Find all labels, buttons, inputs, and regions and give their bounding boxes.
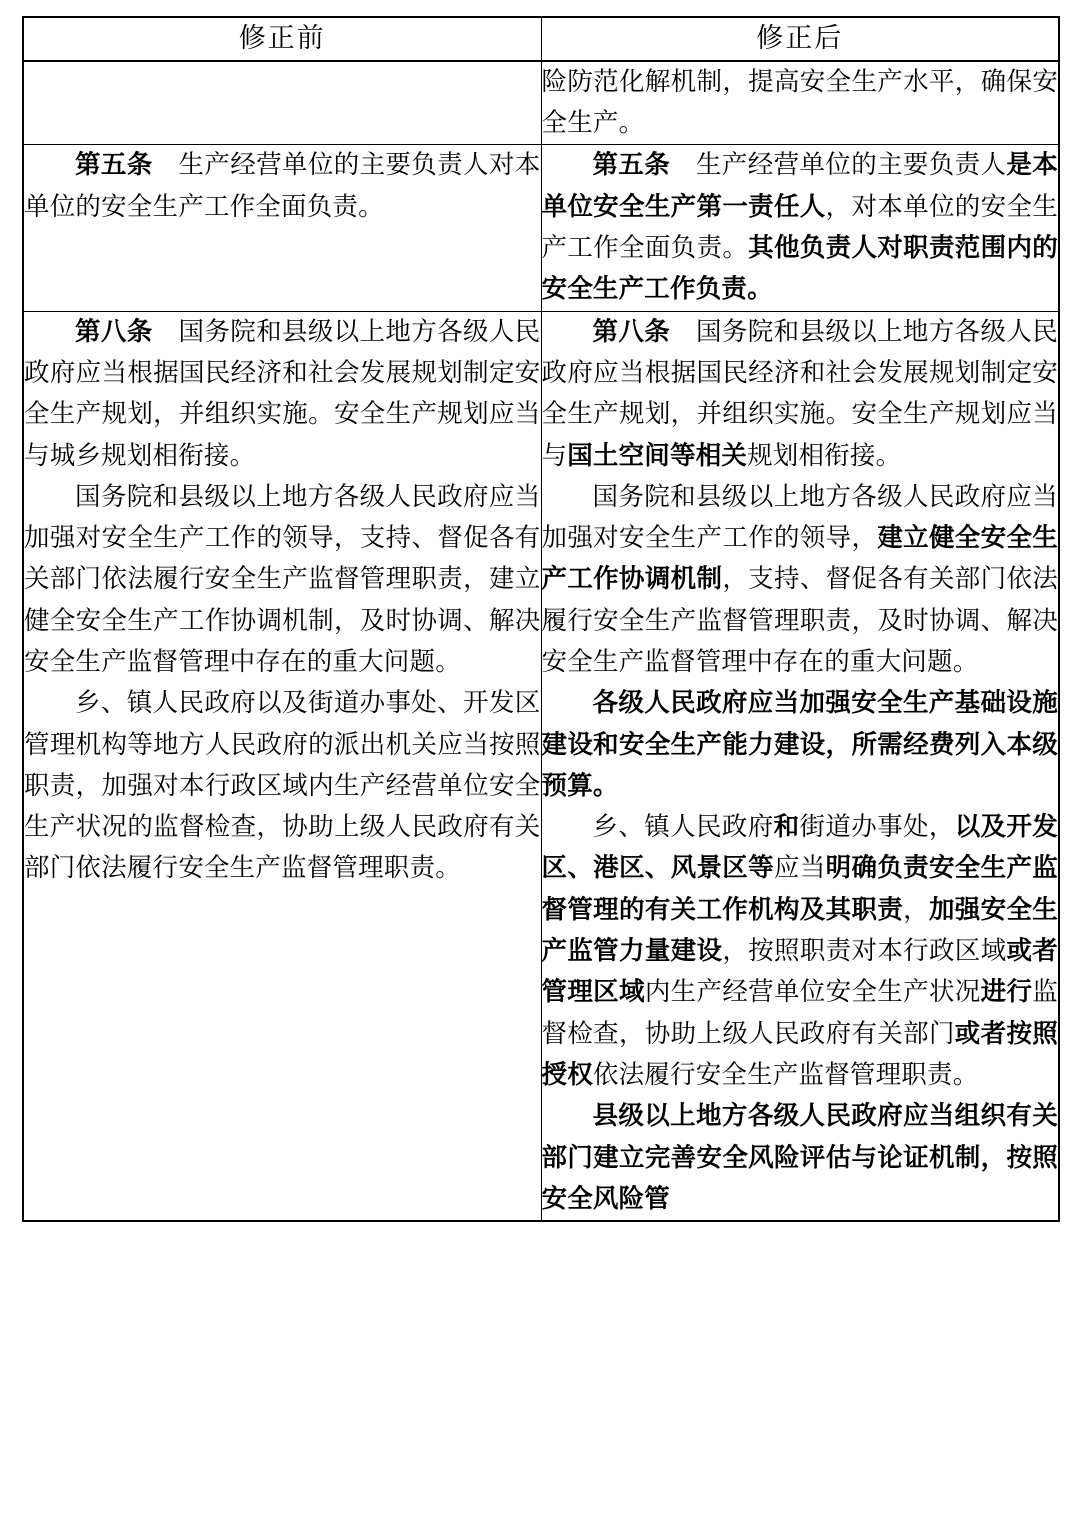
paragraph — [542, 683, 1059, 807]
cell-before — [23, 145, 541, 311]
body-text: ， — [903, 894, 929, 925]
body-text: 依法履行安全生产监督管理职责。 — [592, 1059, 979, 1090]
body-text: 国务院和县级以上地方各级人民政府应当根据国民经济和社会发展规划制定安全生产规划，并组织实施。安全生产规划应当与 — [541, 316, 1058, 471]
body-text: 内生产经营单位安全生产状况 — [644, 977, 981, 1008]
body-text: 规划相衔接。 — [747, 440, 902, 471]
body-text: 国务院和县级以上地方各级人民政府应当加强对安全生产工作的领导，支持、督促各有关部门依法履行安全生产监督管理职责，建立健全安全生产工作协调机制，及时协调、解决安全生产监督管理中存在的重大问题。 — [24, 481, 541, 677]
body-text: 监督检查，协助上级人民政府有关部门 — [541, 977, 1058, 1049]
body-text: 应当 — [773, 853, 826, 884]
amended-text: 或者管理区域 — [541, 936, 1058, 1008]
amended-text: 各级人民政府应当加强安全生产基础设施建设和安全生产能力建设，所需经费列入本级预算。 — [541, 688, 1058, 801]
paragraph — [24, 145, 541, 228]
body-text: 乡、镇人民政府 — [592, 812, 774, 843]
paragraph — [24, 312, 541, 477]
amended-text: 加强安全生产监管力量建设 — [541, 894, 1058, 967]
table-header-row — [23, 17, 1059, 61]
paragraph — [542, 477, 1059, 683]
table-row — [23, 145, 1059, 311]
table-body — [23, 61, 1059, 1221]
amended-text: 第五条 — [592, 150, 671, 181]
body-text: 国务院和县级以上地方各级人民政府应当根据国民经济和社会发展规划制定安全生产规划，并组织实施。安全生产规划应当与城乡规划相衔接。 — [24, 316, 541, 471]
table-row — [23, 311, 1059, 1221]
amended-text: 明确负责安全生产监督管理的有关工作机构及其职责 — [541, 853, 1058, 925]
amended-text: 国土空间等相关 — [567, 440, 748, 471]
amended-text: 是本单位安全生产第一责任人 — [541, 150, 1058, 222]
amended-text: 县级以上地方各级人民政府应当组织有关部门建立完善安全风险评估与论证机制，按照安全风险管 — [541, 1101, 1058, 1214]
body-text: 险防范化解机制，提高安全生产水平，确保安全生产。 — [541, 66, 1058, 139]
amended-text: 以及开发区、港区、风景区等 — [541, 812, 1058, 884]
body-text: 乡、镇人民政府以及街道办事处、开发区管理机构等地方人民政府的派出机关应当按照职责，加强对本行政区域内生产经营单位安全生产状况的监督检查，协助上级人民政府有关部门依法履行安全生产监督管理职责。 — [24, 688, 541, 884]
paragraph — [24, 477, 541, 683]
body-text: 国务院和县级以上地方各级人民政府应当加强对安全生产工作的领导， — [541, 481, 1058, 554]
cell-before — [23, 311, 541, 1221]
column-header-before: 修正前 — [23, 17, 541, 61]
paragraph — [542, 62, 1059, 145]
amended-text: 建立健全安全生产工作协调机制 — [541, 523, 1058, 595]
body-text: 街道办事处， — [799, 812, 955, 843]
amended-text: 和 — [773, 812, 800, 843]
amended-text: 或者按照授权 — [541, 1018, 1058, 1090]
comparison-table — [22, 16, 1060, 1222]
amended-text: 第八条 — [592, 316, 671, 347]
empty-cell — [24, 62, 541, 63]
amended-text: 第五条 — [75, 150, 153, 181]
body-text: 生产经营单位的主要负责人对本单位的安全生产工作全面负责。 — [24, 150, 541, 222]
amended-text: 第八条 — [75, 316, 153, 347]
cell-after — [541, 311, 1059, 1221]
cell-after — [541, 61, 1059, 145]
column-header-after: 修正后 — [541, 17, 1059, 61]
cell-after — [541, 145, 1059, 311]
amended-text: 进行 — [980, 977, 1033, 1008]
paragraph — [542, 312, 1059, 477]
body-text: ，对本单位的安全生产工作全面负责。 — [541, 191, 1058, 264]
body-text: ，支持、督促各有关部门依法履行安全生产监督管理职责，及时协调、解决安全生产监督管理中存在的重大问题。 — [541, 564, 1058, 677]
body-text: 生产经营单位的主要负责人 — [670, 150, 1007, 181]
body-text: ，按照职责对本行政区域 — [722, 936, 1007, 967]
cell-before — [23, 61, 541, 145]
amended-text: 其他负责人对职责范围内的安全生产工作负责。 — [541, 233, 1058, 305]
table-row — [23, 61, 1059, 145]
paragraph — [542, 1096, 1059, 1220]
paragraph — [542, 145, 1059, 310]
paragraph — [542, 807, 1059, 1096]
paragraph — [24, 683, 541, 889]
